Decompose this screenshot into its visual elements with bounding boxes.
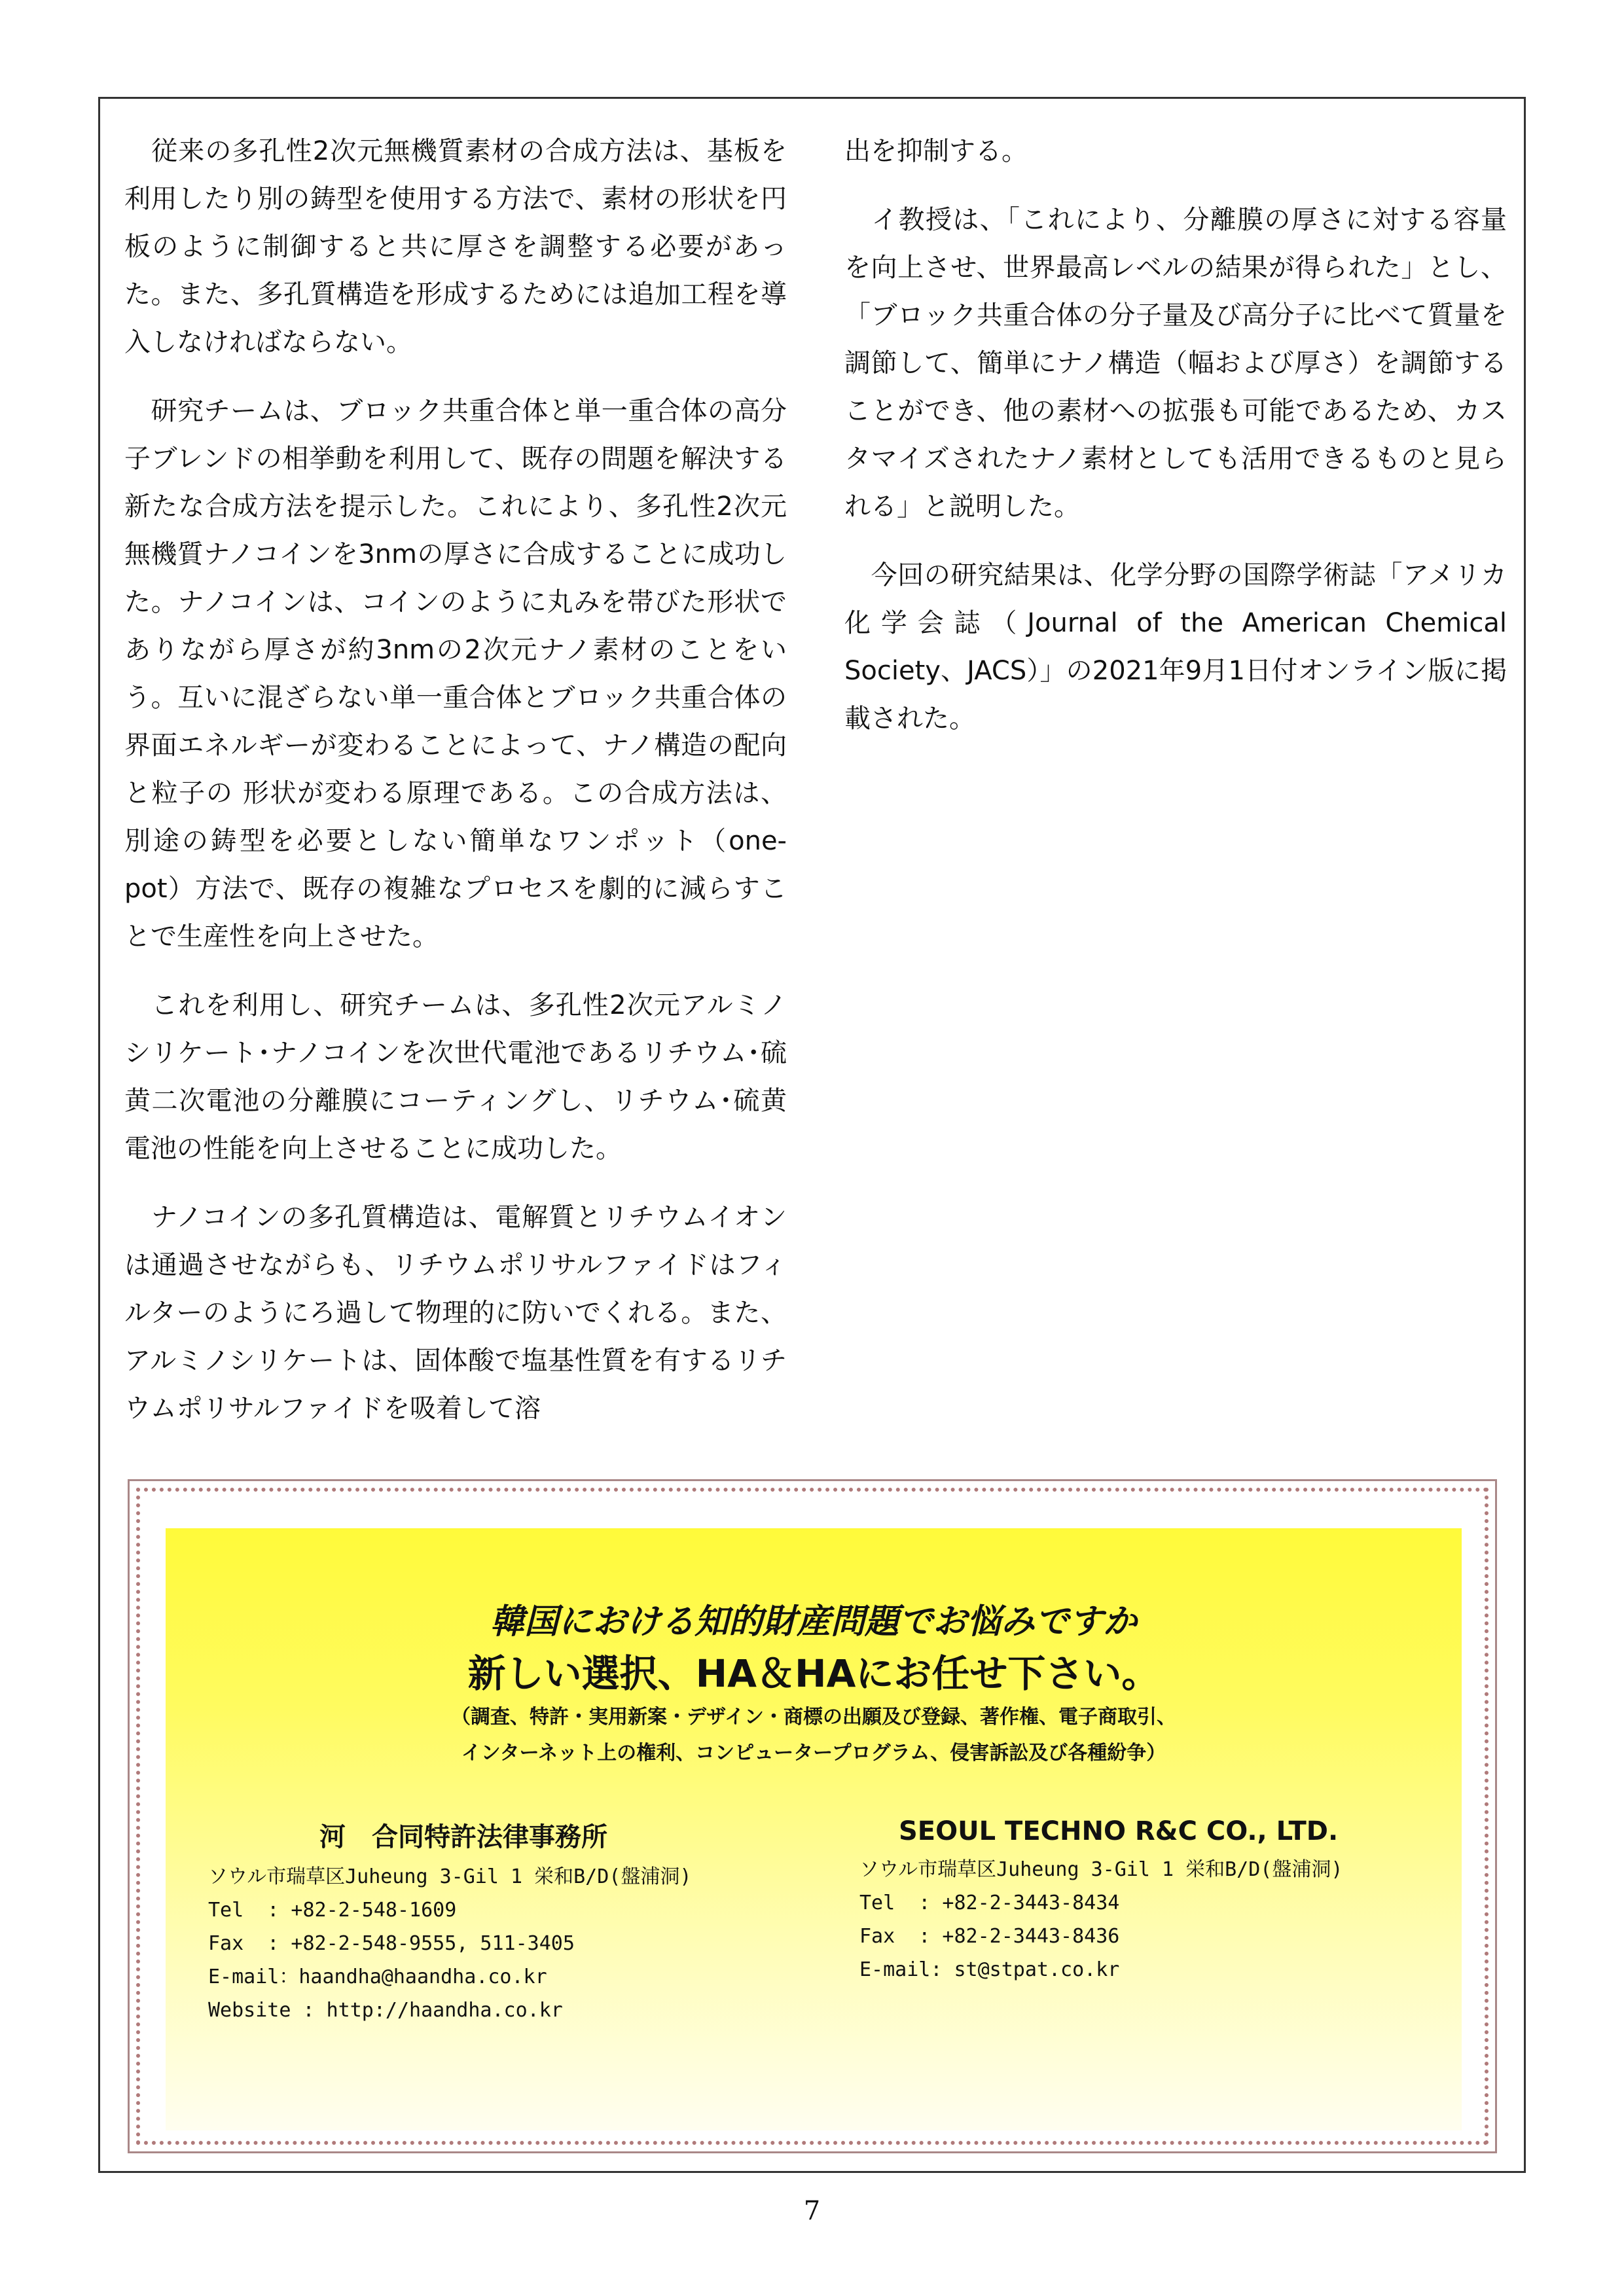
office-address: ソウル市瑞草区Juheung 3-Gil 1 栄和B/D(盤浦洞) [859,1858,1343,1881]
article-paragraph: 従来の多孔性2次元無機質素材の合成方法は、基板を利用したり別の鋳型を使用する方法で、素材の形状を円板のように制御すると共に厚さを調整する必要があった。また、多孔質構造を形成するためには追加工程を導入しなければならない。 [124,136,787,357]
office-contact-right [859,1816,1449,1986]
office-name: 河 合同特許法律事務所 [319,1822,607,1852]
office-website[interactable]: Website : http://haandha.co.kr [208,1999,563,2022]
ad-headline: 韓国における知的財産問題でお悩みですか [490,1602,1137,1641]
office-name: SEOUL TECHNO R&C CO., LTD. [899,1816,1339,1846]
office-address: ソウル市瑞草区Juheung 3-Gil 1 栄和B/D(盤浦洞) [208,1865,692,1888]
office-tel: Tel : +82-2-3443-8434 [859,1892,1120,1914]
advertisement-box [166,1528,1462,2130]
article-left-column [124,128,787,1454]
office-email[interactable]: E-mail: st@stpat.co.kr [859,1958,1120,1981]
article-paragraph: これを利用し、研究チームは、多孔性2次元アルミノシリケート･ナノコインを次世代電池であるリチウム･硫黄二次電池の分離膜にコーティングし、リチウム･硫黄電池の性能を向上させることに成功した。 [124,990,787,1164]
office-contact-left [208,1816,797,2027]
article-right-column [844,128,1507,764]
article-paragraph: 研究チームは、ブロック共重合体と単一重合体の高分子ブレンドの相挙動を利用して、既存の問題を解決する新たな合成方法を提示した。これにより、多孔性2次元無機質ナノコインを3nmの厚さに合成することに成功した。ナノコインは、コインのように丸みを帯びた形状でありながら厚さが約3nmの2次元ナノ素材のことをいう。互いに混ざらない単一重合体とブロック共重合体の界面エネルギーが変わることによって、ナノ構造の配向と粒子の 形状が変わる原理である。この合成方法は、別途の鋳型を必要としない簡単なワンポット（one-pot）方法で、既存の複雑なプロセスを劇的に減らすことで生産性を向上させた。 [124,396,787,952]
ad-subheadline: 新しい選択、HA＆HAにお任せ下さい。 [467,1651,1160,1696]
office-email[interactable]: E-mail：haandha@haandha.co.kr [208,1965,547,1988]
office-fax: Fax : +82-2-3443-8436 [859,1925,1120,1948]
page-number: 7 [803,2196,821,2226]
office-fax: Fax : +82-2-548-9555, 511-3405 [208,1932,575,1955]
ad-services-line: （調査、特許・実用新案・デザイン・商標の出願及び登録、著作権、電子商取引、 [451,1706,1176,1729]
article-paragraph: ナノコインの多孔質構造は、電解質とリチウムイオンは通過させながらも、リチウムポリサルファイドはフィルターのようにろ過して物理的に防いでくれる。また、アルミノシリケートは、固体酸で塩基性質を有するリチウムポリサルファイドを吸着して溶 [124,1202,787,1424]
article-paragraph: 今回の研究結果は、化学分野の国際学術誌「アメリカ化学会誌（Journal of the American Chemical Society、JACS）」の2021年9月1日付オンライン版に掲載された。 [844,560,1507,734]
article-paragraph: 出を抑制する。 [844,136,1028,166]
ad-services-line: インターネット上の権利、コンピュータープログラム、侵害訴訟及び各種紛争） [461,1742,1166,1765]
office-tel: Tel : +82-2-548-1609 [208,1899,457,1922]
article-paragraph: イ教授は、「これにより、分離膜の厚さに対する容量を向上させ、世界最高レベルの結果が得られた」とし、「ブロック共重合体の分子量及び高分子に比べて質量を調節して、簡単にナノ構造（幅および厚さ）を調節することができ、他の素材への拡張も可能であるため、カスタマイズされたナノ素材としても活用できるものと見られる」と説明した。 [844,205,1507,522]
